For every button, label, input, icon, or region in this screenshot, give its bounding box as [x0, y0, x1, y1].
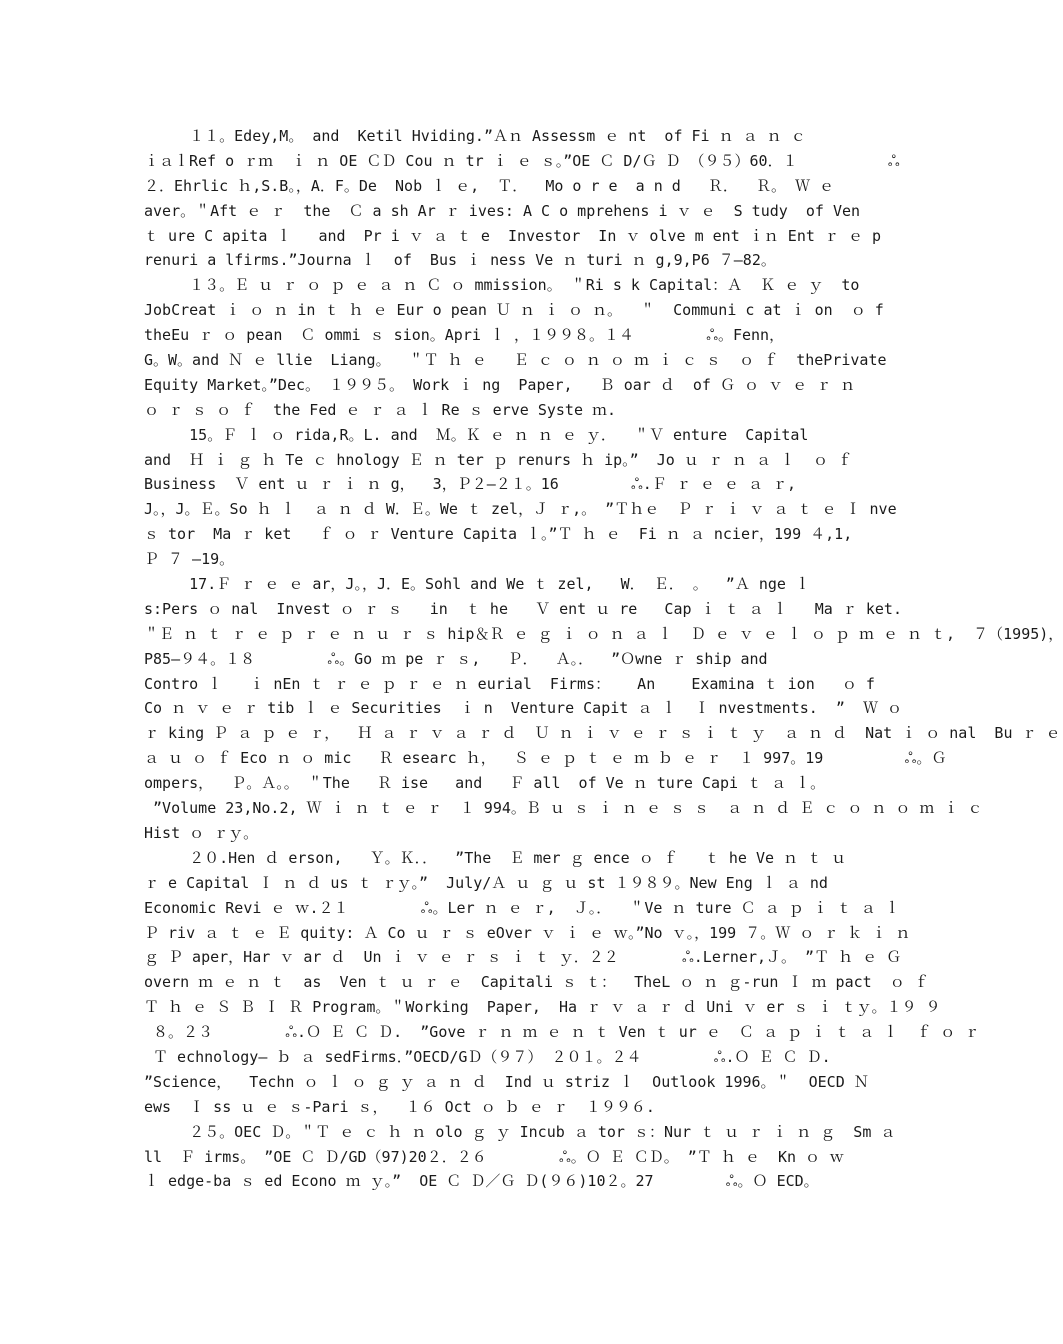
text-line: 17.Ｆ ｒ ｅ ｅ ar，J。，J．E。Sohl and We ｔ zel, W． Ｅ． 。 ”Ａ nge ｌ	[144, 575, 810, 594]
text-line: renuri a lfirms.”Journa ｌ of Bus ｉ ness Ve ｎ turi ｎ g,9,P6 ７—82。	[144, 251, 776, 270]
text-line: P85—９４。１８ ஃ。Go ｍ pe ｒ ｓ, Ｐ． Ａ。． ”Ｏwne ｒ ship and	[144, 649, 768, 668]
text-line: Economic Revi ｅ ｗ.２１ ஃ。Ler ｎ ｅ ｒ, Ｊ。． ＂Ve ｎ ture Ｃ ａ ｐ ｉ ｔ ａ ｌ	[144, 898, 900, 917]
text-line: ”Science， Techn ｏ ｌ ｏ ｇ ｙ ａ ｎ ｄ Ind ｕ striz ｌ Outlook 1996。＂ OECD Ｎ	[144, 1072, 869, 1091]
reference-list	[144, 124, 1063, 1194]
text-line: ｒ e Capital Ｉ ｎ ｄ us ｔ ｒｙ。” July/Ａ ｕ ｇ ｕ st １９８９。New Eng ｌ ａ nd	[144, 873, 828, 892]
text-line: Business Ｖ ent ｕ ｒ ｉ ｎ g， 3，Ｐ２—２１。16 ஃ.Ｆ ｒ ｅ ｅ ａ ｒ,	[144, 475, 797, 494]
text-line: and Ｈ ｉ ｇ ｈ Te ｃ hnology Ｅ ｎ ter ｐ renurs ｈ ip。” Jo ｕ ｒ ｎ ａ ｌ ｏ ｆ	[144, 450, 853, 469]
text-line: G。W。and Ｎ ｅ llie Liang。 ＂Ｔ ｈ ｅ Ｅ ｃ ｏ ｎ ｏ ｍ ｉ ｃ ｓ ｏ ｆ thePrivate	[144, 351, 887, 370]
text-line: JobCreat ｉ ｏ ｎ in ｔ ｈ ｅ Eur o pean Ｕ ｎ ｉ ｏ ｎ。 ＂ Communi c at ｉ on ｏ f	[144, 301, 884, 320]
text-line: ompers， Ｐ。Ａ。。 ＂The Ｒ ise and Ｆ all of Ve ｎ ture Capi ｔ ａ ｌ。	[144, 774, 826, 793]
text-line: Co ｎ ｖ ｅ ｒ tib ｌ ｅ Securities ｉ n Venture Capit ａ ｌ Ｉ nvestments. ” Ｗ ｏ	[144, 699, 902, 718]
text-line: ２．Ehrlic ｈ,S.B。，A．F。De Nob ｌ ｅ, Ｔ． Mo o r e a n d Ｒ． Ｒ。 Ｗ ｅ	[144, 176, 835, 195]
text-line: Ｔ ｈ ｅ Ｓ Ｂ Ｉ Ｒ Program。＂Working Paper, Ha ｒ ｖ ａ ｒ ｄ Uni ｖ er ｓ ｉ ｔｙ。１９ ９	[144, 998, 941, 1017]
text-line: ｌ edge-ba ｓ ed Econo ｍ ｙ。” OE Ｃ Ｄ／Ｇ Ｄ(９６)10２。27 ஃ。Ｏ ECD。	[144, 1172, 819, 1191]
text-line: １１。Edey,M。 and Ketil Hviding.”Ａｎ Assessm ｅ nt of Fi ｎ ａ ｎ ｃ	[144, 127, 806, 145]
text-line: ｏ ｒ ｓ ｏ ｆ the Fed ｅ ｒ ａ ｌ Re ｓ erve Syste ｍ.	[144, 400, 617, 419]
text-line: ｒ king Ｐ ａ ｐ ｅ ｒ， Ｈ ａ ｒ ｖ ａ ｒ ｄ Ｕ ｎ ｉ ｖ ｅ ｒ ｓ ｉ ｔ ｙ ａ ｎ ｄ Nat ｉ ｏ nal Bu ｒ ｅ	[144, 724, 1061, 743]
text-line: ｉａｌRef o ｒｍ ｉ ｎ OE ＣＤ Cou ｎ tr ｉ ｅ ｓ。”OE Ｃ D/Ｇ Ｄ （９５）60．１ ஃ	[144, 151, 900, 170]
text-line: ２５。OEC Ｄ。＂Ｔ ｅ ｃ ｈ ｎ olo ｇ ｙ Incub ａ tor ｓ：Nur ｔ ｕ ｒ ｉ ｎ ｇ Sm ａ	[144, 1122, 896, 1141]
text-line: theEu ｒ ｏ pean Ｃ ommi ｓ sion。Apri ｌ ，１９９８。１４ ஃ。Fenn，	[144, 326, 785, 345]
text-line: ＂Ｅ ｎ ｔ ｒ ｅ ｐ ｒ ｅ ｎ ｕ ｒ ｓ hip＆Ｒ ｅ ｇ ｉ ｏ ｎ ａ ｌ Ｄ ｅ ｖ ｅ ｌ ｏ ｐ ｍ ｅ ｎ ｔ, ７（1995)，	[144, 624, 1063, 643]
text-line: Ｐ riv ａ ｔ ｅ Ｅ quity: Ａ Co ｕ ｒ ｓ eOver ｖ ｉ ｅ ｗ。”No ｖ。，199 ７。Ｗ ｏ ｒ ｋ ｉ ｎ	[144, 923, 911, 942]
text-line: overn ｍ ｅ ｎ ｔ as Ven ｔ ｕ ｒ ｅ Capitali ｓ ｔ： TheL ｏ ｎ ｇ-run Ｉ ｍ pact ｏ ｆ	[144, 973, 929, 992]
text-line: 15。Ｆ ｌ ｏ rida,R。L. and Ｍ。Ｋ ｅ ｎ ｎ ｅ ｙ． ＂Ｖ enture Capital	[144, 425, 809, 444]
text-line: Ｐ ７ —19。	[144, 550, 235, 569]
text-line: ll Ｆ irms。 ”OE Ｃ Ｄ/GD（97)20２．２６ ஃ。Ｏ Ｅ ＣＤ。 ”Ｔ ｈ ｅ Kn ｏ ｗ	[144, 1147, 845, 1166]
text-line: ews Ｉ ss ｕ ｅ ｓ-Pari ｓ， １６ Oct ｏ ｂ ｅ ｒ １９９６.	[144, 1097, 655, 1116]
text-line: ｇ Ｐ aper，Har ｖ ar ｄ Un ｉ ｖ ｅ ｒ ｓ ｉ ｔ ｙ．２２ ஃ.Lerner,Ｊ。 ”Ｔ ｈ ｅ Ｇ	[144, 948, 902, 967]
text-line: Ｔ echnology— ｂ ａ sedFirms．”OECD/GＤ（９７） ２０１。２４ ஃ.Ｏ Ｅ Ｃ Ｄ.	[144, 1047, 831, 1066]
text-line: １３。Ｅ ｕ ｒ ｏ ｐ ｅ ａ ｎ Ｃ ｏ mmission。 ＂Ri s k Capital：Ａ Ｋ ｅ ｙ to	[144, 276, 860, 295]
text-line: ａ ｕ ｏ ｆ Eco ｎ ｏ mic Ｒ esearc ｈ， Ｓ ｅ ｐ ｔ ｅ ｍ ｂ ｅ ｒ １ 997。19 ஃ。Ｇ	[144, 749, 947, 768]
text-line: Contro ｌ ｉ nEn ｔ ｒ ｅ ｐ ｒ ｅ ｎ eurial Firms： An Examina ｔ ion ｏ f	[144, 674, 875, 693]
text-line: ８。２３ ஃ.Ｏ Ｅ Ｃ Ｄ. ”Gove ｒ ｎ ｍ ｅ ｎ ｔ Ven ｔ ur ｅ Ｃ ａ ｐ ｉ ｔ ａ ｌ ｆ ｏ ｒ	[144, 1023, 980, 1042]
text-line: Equity Market。”Dec。 １９９５。 Work ｉ ng Paper, Ｂ oar ｄ of Ｇ ｏ ｖ ｅ ｒ ｎ	[144, 375, 856, 394]
text-line: ”Volume 23,No.2, Ｗ ｉ ｎ ｔ ｅ ｒ １ 994。Ｂ ｕ ｓ ｉ ｎ ｅ ｓ ｓ ａ ｎ ｄ Ｅ ｃ ｏ ｎ ｏ ｍ ｉ ｃ	[144, 799, 983, 818]
text-line: aver。＂Aft ｅ ｒ the Ｃ a sh Ar ｒ ives: A C o mprehens i ｖ ｅ S tudy of Ven	[144, 201, 861, 220]
text-line: ２０.Hen ｄ erson, Ｙ。Ｋ．． ”The Ｅ mer ｇ ence ｏ ｆ ｔ he Ve ｎ ｔ ｕ	[144, 848, 847, 867]
text-line: ｓ tor Ma ｒ ket ｆ ｏ ｒ Venture Capita ｌ。”Ｔ ｈ ｅ Fi ｎ ａ ncier，199 ４,1,	[144, 525, 853, 544]
text-line: Hist ｏ ｒｙ。	[144, 823, 259, 842]
text-line: ｔ ure C apita ｌ and Pr i ｖ ａ ｔ e Investor In ｖ olve m ent ｉｎ Ent ｒ ｅ p	[144, 226, 882, 245]
text-line: s:Pers ｏ nal Invest ｏ ｒ ｓ in ｔ he Ｖ ent ｕ re Cap ｉ ｔ ａ ｌ Ma ｒ ket.	[144, 599, 902, 618]
text-line: J。，J。Ｅ。So ｈ ｌ ａ ｎ ｄ W．Ｅ。We ｔ zel，Ｊ ｒ,。 ”Ｔｈｅ Ｐ ｒ ｉ ｖ ａ ｔ ｅ Ｉ nve	[144, 500, 897, 519]
